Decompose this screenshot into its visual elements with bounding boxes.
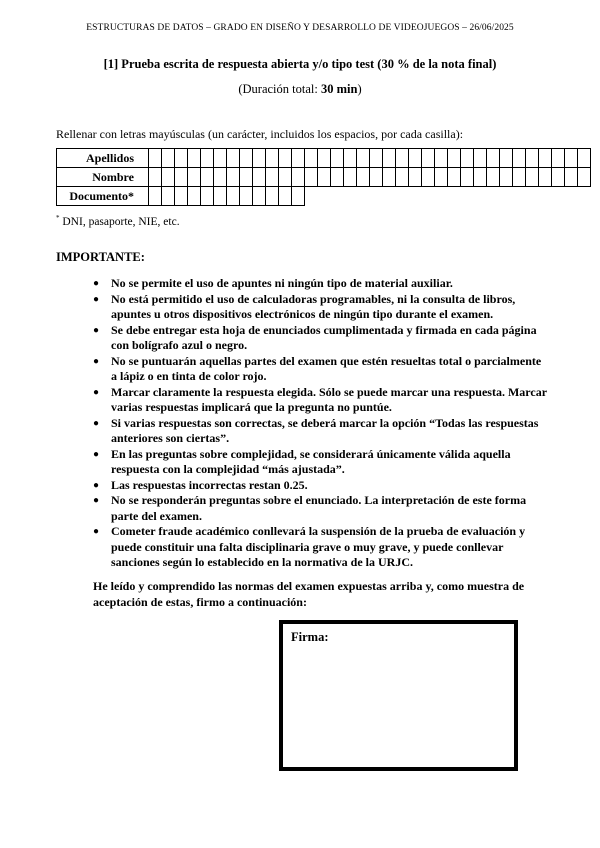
- empty-space: [305, 187, 318, 206]
- empty-space: [396, 187, 409, 206]
- character-box[interactable]: [266, 149, 279, 168]
- empty-space: [487, 187, 500, 206]
- character-box[interactable]: [240, 187, 253, 206]
- rule-item: [93, 354, 548, 385]
- bullet-icon: ●: [93, 479, 100, 491]
- character-box[interactable]: [552, 168, 565, 187]
- duration-value: 30 min: [320, 82, 358, 96]
- character-box[interactable]: [422, 168, 435, 187]
- character-box[interactable]: [474, 149, 487, 168]
- character-box[interactable]: [240, 149, 253, 168]
- character-box[interactable]: [409, 168, 422, 187]
- exam-duration: [0, 82, 600, 97]
- character-box[interactable]: [175, 168, 188, 187]
- character-box[interactable]: [175, 149, 188, 168]
- character-box[interactable]: [409, 149, 422, 168]
- rule-item: [93, 323, 548, 354]
- rule-item: [93, 524, 548, 571]
- character-box[interactable]: [539, 168, 552, 187]
- character-box[interactable]: [305, 149, 318, 168]
- duration-prefix: (Duración total:: [238, 82, 321, 96]
- character-box[interactable]: [474, 168, 487, 187]
- character-box[interactable]: [279, 149, 292, 168]
- character-box[interactable]: [331, 168, 344, 187]
- character-box[interactable]: [318, 168, 331, 187]
- character-box[interactable]: [383, 168, 396, 187]
- character-box[interactable]: [331, 149, 344, 168]
- empty-space: [513, 187, 526, 206]
- character-box[interactable]: [201, 187, 214, 206]
- character-box[interactable]: [461, 149, 474, 168]
- empty-space: [552, 187, 565, 206]
- character-box[interactable]: [487, 168, 500, 187]
- character-box[interactable]: [305, 168, 318, 187]
- character-box[interactable]: [240, 168, 253, 187]
- grid-row: [57, 187, 591, 206]
- character-box[interactable]: [513, 149, 526, 168]
- page-header: ESTRUCTURAS DE DATOS – GRADO EN DISEÑO Y DESARROLLO DE VIDEOJUEGOS – 26/06/2025: [86, 23, 514, 33]
- character-box[interactable]: [396, 149, 409, 168]
- character-box[interactable]: [149, 149, 162, 168]
- empty-space: [318, 187, 331, 206]
- empty-space: [344, 187, 357, 206]
- empty-space: [500, 187, 513, 206]
- signature-label: Firma:: [291, 630, 329, 644]
- character-box[interactable]: [370, 168, 383, 187]
- bullet-icon: ●: [93, 278, 100, 289]
- character-box[interactable]: [565, 149, 578, 168]
- acknowledgement-text: He leído y comprendido las normas del examen expuestas arriba y, como muestra de aceptación de estas, firmo a continuación:: [93, 579, 525, 609]
- character-box[interactable]: [292, 149, 305, 168]
- character-box[interactable]: [539, 149, 552, 168]
- character-box[interactable]: [318, 149, 331, 168]
- document-footnote: [56, 214, 180, 228]
- rule-text: Las respuestas incorrectas restan 0.25.: [111, 477, 308, 492]
- rule-item: [93, 416, 548, 447]
- rule-item: [93, 385, 548, 416]
- rule-text: Cometer fraude académico conllevará la suspensión de la prueba de evaluación y puede constituir una falta disciplinaria grave o muy grave, y puede conllevar sanciones según lo establecido en la normativa de la URJC.: [111, 524, 526, 569]
- character-box[interactable]: [526, 168, 539, 187]
- character-box[interactable]: [188, 168, 201, 187]
- character-box[interactable]: [162, 168, 175, 187]
- grid-row: [57, 149, 591, 168]
- character-box[interactable]: [227, 149, 240, 168]
- fill-instruction: Rellenar con letras mayúsculas (un carácter, incluidos los espacios, por cada casilla):: [56, 127, 464, 141]
- character-box[interactable]: [214, 149, 227, 168]
- empty-space: [422, 187, 435, 206]
- character-box[interactable]: [149, 168, 162, 187]
- rule-text: Se debe entregar esta hoja de enunciados cumplimentada y firmada en cada página con bolígrafo azul o negro.: [111, 322, 537, 352]
- grid-row: [57, 168, 591, 187]
- empty-space: [474, 187, 487, 206]
- character-box[interactable]: [149, 187, 162, 206]
- character-box[interactable]: [175, 187, 188, 206]
- empty-space: [578, 187, 591, 206]
- character-box[interactable]: [201, 168, 214, 187]
- rule-item: [93, 447, 548, 478]
- character-box[interactable]: [292, 168, 305, 187]
- student-info-grid: [56, 148, 591, 206]
- character-box[interactable]: [526, 149, 539, 168]
- grid-row-label: Apellidos: [57, 149, 149, 168]
- character-box[interactable]: [214, 187, 227, 206]
- character-box[interactable]: [448, 149, 461, 168]
- empty-space: [435, 187, 448, 206]
- character-box[interactable]: [435, 149, 448, 168]
- bullet-icon: ●: [93, 293, 100, 305]
- footnote-text: DNI, pasaporte, NIE, etc.: [59, 215, 180, 228]
- rule-item: [93, 292, 548, 323]
- character-box[interactable]: [253, 149, 266, 168]
- character-box[interactable]: [253, 187, 266, 206]
- bullet-icon: ●: [93, 355, 100, 367]
- character-box[interactable]: [578, 168, 591, 187]
- character-box[interactable]: [188, 149, 201, 168]
- rule-text: En las preguntas sobre complejidad, se considerará únicamente válida aquella respuesta con la complejidad “más ajustada”.: [111, 446, 511, 476]
- character-box[interactable]: [344, 168, 357, 187]
- bullet-icon: ●: [93, 495, 100, 506]
- character-box[interactable]: [214, 168, 227, 187]
- rule-text: No se puntuarán aquellas partes del examen que estén resueltas total o parcialmente a lápiz o en tinta de color rojo.: [111, 353, 542, 383]
- footnote-mark: *: [56, 214, 60, 222]
- character-box[interactable]: [500, 149, 513, 168]
- character-box[interactable]: [448, 168, 461, 187]
- character-box[interactable]: [357, 168, 370, 187]
- character-box[interactable]: [279, 187, 292, 206]
- empty-space: [526, 187, 539, 206]
- bullet-icon: ●: [93, 386, 100, 398]
- bullet-icon: ●: [93, 417, 100, 429]
- character-box[interactable]: [422, 149, 435, 168]
- character-box[interactable]: [266, 168, 279, 187]
- signature-box[interactable]: [279, 620, 518, 771]
- character-box[interactable]: [227, 187, 240, 206]
- character-box[interactable]: [552, 149, 565, 168]
- bullet-icon: ●: [93, 526, 100, 537]
- character-box[interactable]: [565, 168, 578, 187]
- important-heading: IMPORTANTE:: [56, 250, 145, 264]
- character-box[interactable]: [227, 168, 240, 187]
- empty-space: [383, 187, 396, 206]
- character-box[interactable]: [279, 168, 292, 187]
- character-box[interactable]: [396, 168, 409, 187]
- character-box[interactable]: [201, 149, 214, 168]
- character-box[interactable]: [487, 149, 500, 168]
- rule-item: [93, 493, 548, 524]
- grid-row-label: Documento*: [57, 187, 149, 206]
- exam-title: [1] Prueba escrita de respuesta abierta y/o tipo test (30 % de la nota final): [103, 57, 497, 71]
- character-box[interactable]: [383, 149, 396, 168]
- bullet-icon: ●: [93, 448, 100, 460]
- grid-row-label: Nombre: [57, 168, 149, 187]
- rule-item: [93, 276, 548, 292]
- empty-space: [331, 187, 344, 206]
- rule-text: Si varias respuestas son correctas, se deberá marcar la opción “Todas las respuestas anteriores son ciertas”.: [111, 415, 539, 445]
- character-box[interactable]: [513, 168, 526, 187]
- empty-space: [565, 187, 578, 206]
- rule-text: Marcar claramente la respuesta elegida. Sólo se puede marcar una respuesta. Marcar varias respuestas implicará que la pregunta no puntúe.: [111, 384, 547, 414]
- empty-space: [539, 187, 552, 206]
- character-box[interactable]: [578, 149, 591, 168]
- character-box[interactable]: [266, 187, 279, 206]
- duration-suffix: ): [357, 82, 362, 96]
- character-box[interactable]: [162, 187, 175, 206]
- rule-text: No se responderán preguntas sobre el enunciado. La interpretación de este forma parte del examen.: [111, 493, 527, 523]
- character-box[interactable]: [435, 168, 448, 187]
- empty-space: [409, 187, 422, 206]
- rule-text: No está permitido el uso de calculadoras programables, ni la consulta de libros, apuntes u otros dispositivos electrónicos de ningún tipo durante el examen.: [111, 291, 516, 321]
- character-box[interactable]: [188, 187, 201, 206]
- rule-item: [93, 478, 548, 494]
- empty-space: [448, 187, 461, 206]
- empty-space: [370, 187, 383, 206]
- rules-list: [93, 276, 548, 571]
- character-box[interactable]: [370, 149, 383, 168]
- character-box[interactable]: [500, 168, 513, 187]
- empty-space: [357, 187, 370, 206]
- empty-space: [461, 187, 474, 206]
- character-box[interactable]: [357, 149, 370, 168]
- bullet-icon: ●: [93, 324, 100, 336]
- character-box[interactable]: [344, 149, 357, 168]
- character-box[interactable]: [461, 168, 474, 187]
- character-box[interactable]: [292, 187, 305, 206]
- rule-text: No se permite el uso de apuntes ni ningún tipo de material auxiliar.: [111, 276, 453, 290]
- character-box[interactable]: [162, 149, 175, 168]
- character-box[interactable]: [253, 168, 266, 187]
